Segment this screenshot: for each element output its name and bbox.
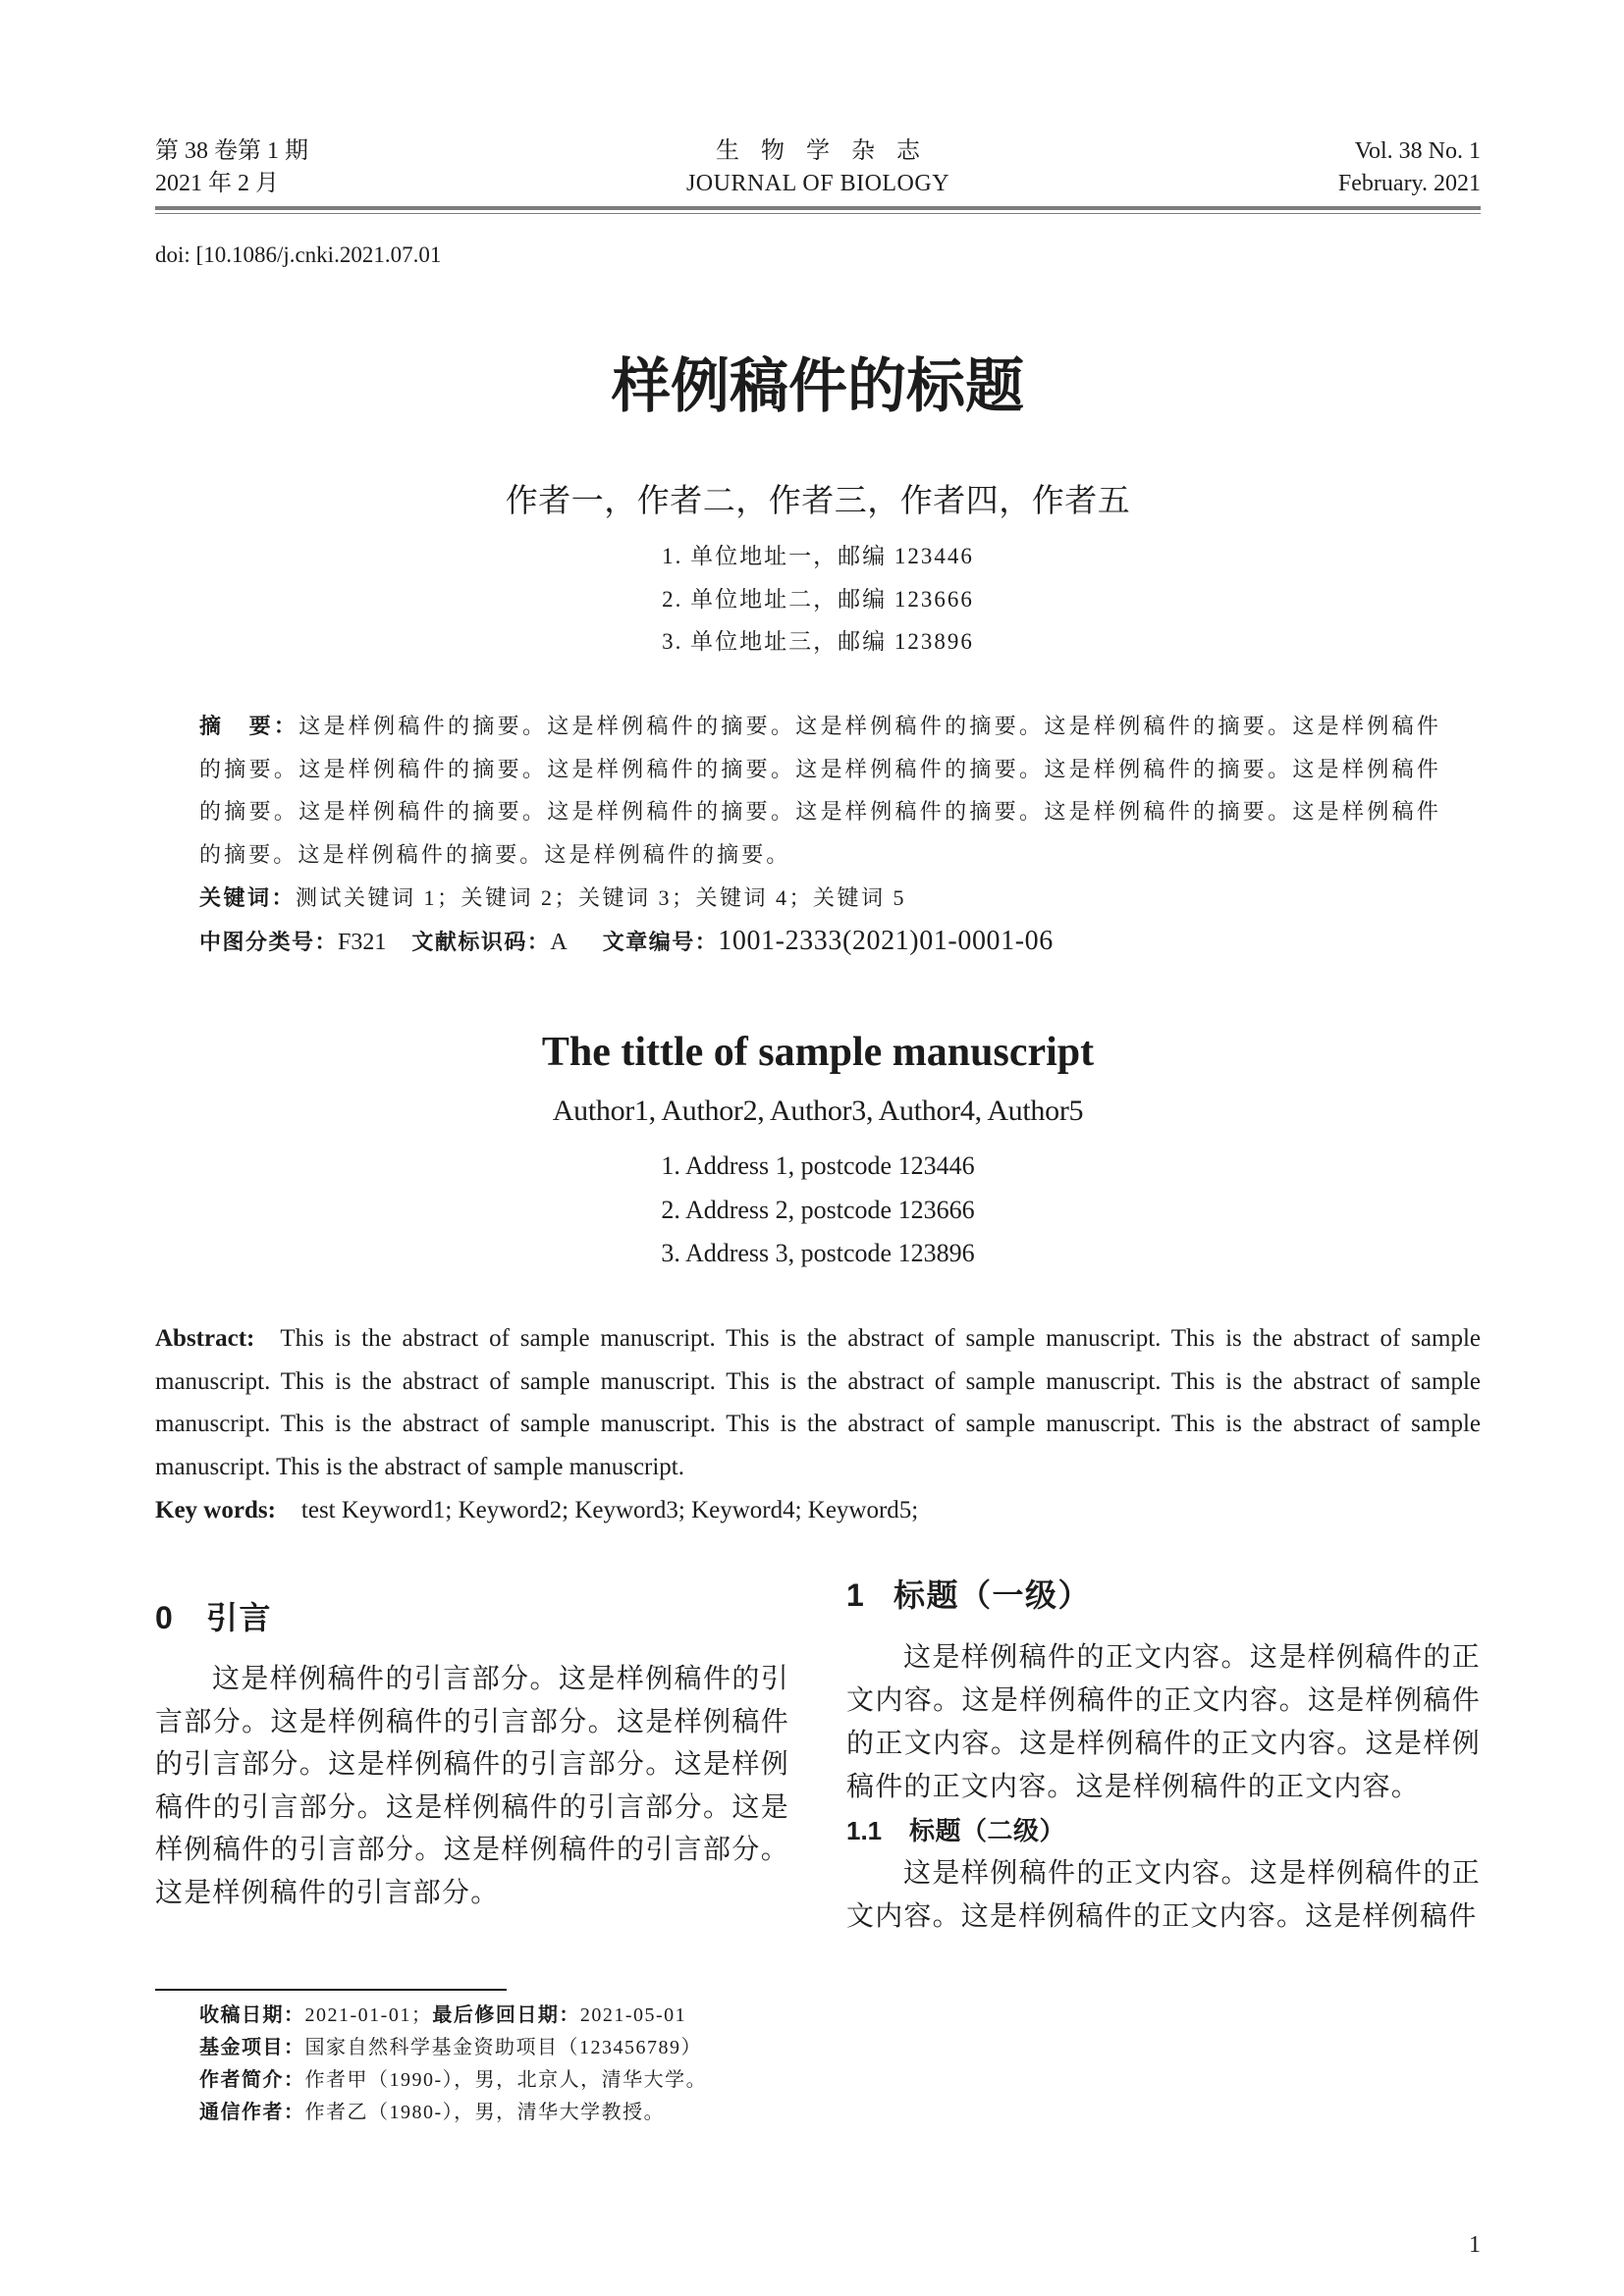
- address-en-2: 2. Address 2, postcode 123666: [661, 1195, 975, 1224]
- section-number: 1: [846, 1577, 864, 1613]
- affiliation-cn-2: 2. 单位地址二，邮编 123666: [662, 586, 974, 612]
- corresponding-label: 通信作者：: [199, 2102, 305, 2123]
- revised-value: 2021-05-01: [579, 2004, 687, 2026]
- doc-code-label: 文献标识码：: [411, 929, 551, 954]
- abstract-cn: [199, 705, 1441, 877]
- abstract-en: [155, 1317, 1481, 1489]
- authors-en: Author1, Author2, Author3, Author4, Author5: [552, 1095, 1084, 1127]
- article-no-value: 1001-2333(2021)01-0001-06: [718, 925, 1054, 956]
- header-volume-issue-cn: 第 38 卷第 1 期: [155, 138, 308, 164]
- abstract-en-label: Abstract:: [155, 1325, 255, 1352]
- section-heading-intro: [155, 1596, 272, 1639]
- clc-label: 中图分类号：: [199, 929, 339, 954]
- subsection-number: 1.1: [846, 1815, 883, 1845]
- clc-value: F321: [338, 929, 387, 955]
- subsection-heading-1-1: [846, 1809, 1481, 1852]
- intro-body: [155, 1658, 789, 1915]
- keywords-cn: [199, 877, 1441, 920]
- address-en-1: 1. Address 1, postcode 123446: [661, 1151, 975, 1180]
- header-journal-name-en: JOURNAL OF BIOLOGY: [685, 171, 950, 196]
- received-label: 收稿日期：: [199, 2004, 305, 2026]
- header-date-cn: 2021 年 2 月: [155, 171, 279, 196]
- doc-code-value: A: [550, 929, 568, 955]
- affiliation-cn-3: 3. 单位地址三，邮编 123896: [662, 629, 974, 655]
- classification-line: [199, 920, 1441, 965]
- fund-label: 基金项目：: [199, 2037, 305, 2058]
- address-en-3: 3. Address 3, postcode 123896: [661, 1239, 975, 1267]
- authors-cn: 作者一，作者二，作者三，作者四，作者五: [505, 484, 1131, 519]
- keywords-en-text: test Keyword1; Keyword2; Keyword3; Keyword4; Keyword5;: [300, 1496, 919, 1523]
- footnote-rule: [155, 1989, 507, 1991]
- subsection-1-1-paragraph: 这是样例稿件的正文内容。这是样例稿件的正文内容。这是样例稿件的正文内容。这是样例稿件: [846, 1857, 1481, 1933]
- keywords-cn-label: 关键词：: [199, 884, 297, 910]
- header-right: [941, 135, 1481, 200]
- keywords-en: [155, 1489, 1481, 1532]
- addresses-en: [155, 1145, 1481, 1276]
- abstract-cn-text: 这是样例稿件的摘要。这是样例稿件的摘要。这是样例稿件的摘要。这是样例稿件的摘要。这是样例稿件的摘要。这是样例稿件的摘要。这是样例稿件的摘要。这是样例稿件的摘要。这是样例稿件的摘要。这是样例稿件的摘要。这是样例稿件的摘要。这是样例稿件的摘要。这是样例稿件的摘要。这是样例稿件的摘要。这是样例稿件的摘要。这是样例稿件的摘要。这是样例稿件的摘要。: [199, 714, 1441, 868]
- section-1-paragraph: 这是样例稿件的正文内容。这是样例稿件的正文内容。这是样例稿件的正文内容。这是样例稿件的正文内容。这是样例稿件的正文内容。这是样例稿件的正文内容。这是样例稿件的正文内容。: [846, 1641, 1481, 1802]
- affiliation-cn-1: 1. 单位地址一，邮编 123446: [662, 544, 974, 568]
- paper-title-en: The tittle of sample manuscript: [541, 1030, 1095, 1075]
- fund-value: 国家自然科学基金资助项目（123456789）: [304, 2037, 702, 2058]
- abstract-en-block: [155, 1317, 1481, 1532]
- article-no-label: 文章编号：: [602, 929, 719, 954]
- section-heading-1: [846, 1574, 1091, 1617]
- affiliations-cn: [155, 535, 1481, 664]
- author-bio-label: 作者简介：: [199, 2069, 305, 2091]
- abstract-cn-block: [199, 705, 1441, 964]
- keywords-en-label: Key words:: [155, 1496, 276, 1523]
- footnote-dates: [199, 2000, 1279, 2032]
- page-number: 1: [1469, 2232, 1481, 2258]
- subsection-title: 标题（二级）: [909, 1815, 1066, 1845]
- header-journal-name-cn: 生 物 学 杂 志: [716, 138, 928, 164]
- footnote-author-bio: [199, 2064, 1279, 2097]
- revised-label: 最后修回日期：: [432, 2004, 580, 2026]
- received-value: 2021-01-01；: [304, 2004, 433, 2026]
- intro-paragraph: 这是样例稿件的引言部分。这是样例稿件的引言部分。这是样例稿件的引言部分。这是样例稿件的引言部分。这是样例稿件的引言部分。这是样例稿件的引言部分。这是样例稿件的引言部分。这是样例稿件的引言部分。这是样例稿件的引言部分。这是样例稿件的引言部分。: [155, 1664, 789, 1908]
- footnote-fund: [199, 2032, 1279, 2064]
- section-1-body: [846, 1636, 1481, 1940]
- corresponding-value: 作者乙（1980-），男，清华大学教授。: [304, 2102, 666, 2123]
- section-number: 0: [155, 1600, 173, 1635]
- section-title: 引言: [206, 1600, 273, 1635]
- header-volume-issue-en: Vol. 38 No. 1: [1354, 138, 1481, 164]
- footnotes: [199, 2000, 1279, 2129]
- header-date-en: February. 2021: [1337, 171, 1481, 196]
- section-title: 标题（一级）: [893, 1577, 1092, 1613]
- author-bio-value: 作者甲（1990-），男，北京人，清华大学。: [304, 2069, 708, 2091]
- abstract-en-text: This is the abstract of sample manuscript. This is the abstract of sample manuscript. This is the abstract of sample manuscript. This is the abstract of sample manuscript. This is the abstract of sample manuscript. This is the abstract of sample manuscript. This is the abstract of sample manuscript. This is the abstract of sample manuscript. This is the abstract of sample manuscript. This is the abstract of sample manuscript.: [155, 1325, 1481, 1481]
- doi: doi: [10.1086/j.cnki.2021.07.01: [155, 242, 442, 267]
- header-double-rule: [155, 206, 1481, 214]
- footnote-corresponding: [199, 2097, 1279, 2129]
- keywords-cn-text: 测试关键词 1；关键词 2；关键词 3；关键词 4；关键词 5: [296, 884, 907, 910]
- paper-title-cn: 样例稿件的标题: [612, 353, 1024, 419]
- abstract-cn-label: 摘 要：: [199, 714, 299, 738]
